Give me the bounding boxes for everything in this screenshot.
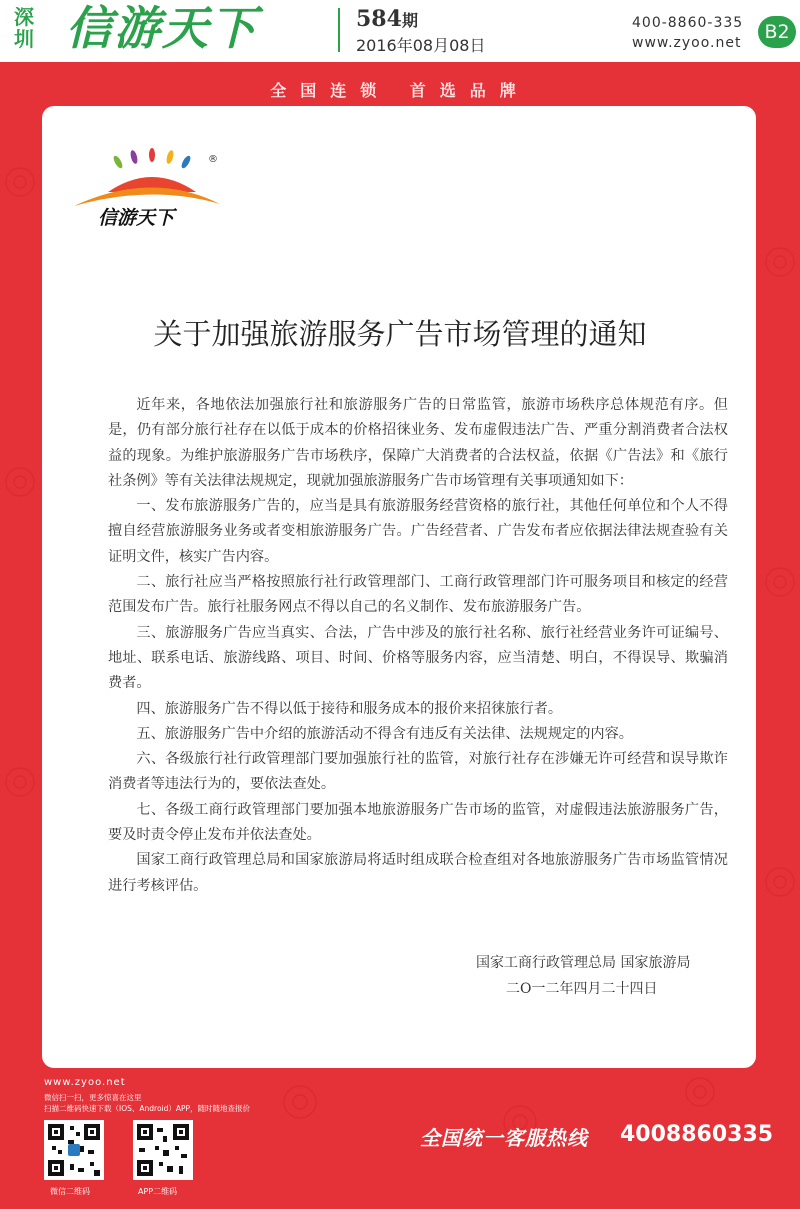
page-badge: B2 xyxy=(758,16,796,48)
issue-number xyxy=(356,6,418,32)
wechat-qr-caption: 微信二维码 xyxy=(50,1187,90,1196)
notice-paragraph: 一、发布旅游服务广告的，应当是具有旅游服务经营资格的旅行社，其他任何单位和个人不得擅自经营旅游服务业务或者变相旅游服务广告。广告经营者、广告发布者应依据法律法规查验有关证明文件，核实广告内容。 xyxy=(108,498,728,565)
footer-website[interactable]: www.zyoo.net xyxy=(44,1077,126,1088)
notice-paragraph: 近年来，各地依法加强旅行社和旅游服务广告的日常监管，旅游市场秩序总体规范有序。但是，仍有部分旅行社存在以低于成本的价格招徕业务、发布虚假违法广告、严重分割消费者合法权益的现象。为维护旅游服务广告市场秩序，保障广大消费者的合法权益，依据《广告法》和《旅行社条例》等有关法律法规规定，现就加强旅游服务广告市场管理有关事项通知如下： xyxy=(108,397,728,489)
notice-date: 二O一二年四月二十四日 xyxy=(506,981,658,997)
app-qr-caption: APP二维码 xyxy=(138,1187,178,1196)
header-website[interactable]: www.zyoo.net xyxy=(632,35,742,51)
notice-paragraph: 三、旅游服务广告应当真实、合法，广告中涉及的旅行社名称、旅行社经营业务许可证编号、地址、联系电话、旅游线路、项目、时间、价格等服务内容，应当清楚、明白，不得误导、欺骗消费者。 xyxy=(108,624,728,692)
notice-signature: 国家工商行政管理总局 国家旅游局 xyxy=(476,955,691,971)
footer-app-text: 扫描二维码快速下载（IOS、Android）APP，随时随地查报价 xyxy=(44,1104,251,1113)
wechat-qr-code-icon[interactable] xyxy=(44,1120,104,1180)
logo-registered-mark: ® xyxy=(208,154,218,165)
notice-paragraph: 七、各级工商行政管理部门要加强本地旅游服务广告市场的监管，对虚假违法旅游服务广告，要及时责令停止发布并依法查处。 xyxy=(108,801,728,844)
masthead xyxy=(0,0,800,60)
notice-paragraph: 四、旅游服务广告不得以低于接待和服务成本的报价来招徕旅行者。 xyxy=(136,700,563,717)
slogan: 全国连锁 首选品牌 xyxy=(270,81,530,100)
notice-paragraph: 五、旅游服务广告中介绍的旅游活动不得含有违反有关法律、法规规定的内容。 xyxy=(136,725,633,742)
hotline-number[interactable]: 4008860335 xyxy=(620,1122,774,1147)
app-qr-code-icon[interactable] xyxy=(133,1120,193,1180)
brand-logo xyxy=(68,148,228,228)
notice-paragraph: 国家工商行政管理总局和国家旅游局将适时组成联合检查组对各地旅游服务广告市场监管情况进行考核评估。 xyxy=(108,852,728,894)
issue-number-value: 584 xyxy=(356,6,402,32)
notice-paragraph: 六、各级旅行社行政管理部门要加强旅行社的监管，对旅行社存在涉嫌无许可经营和误导欺诈消费者等违法行为的，要依法查处。 xyxy=(108,751,728,793)
hotline-label: 全国统一客服热线 xyxy=(420,1126,588,1150)
brand-title: 信游天下 xyxy=(66,1,258,55)
header-phone: 400-8860-335 xyxy=(632,15,744,31)
logo-text: 信游天下 xyxy=(98,207,175,228)
footer-wechat-text: 微信扫一扫，更多惊喜在这里 xyxy=(44,1093,142,1102)
logo-arc-icon xyxy=(74,187,220,206)
city-label: 深圳 xyxy=(14,5,34,51)
issue-number-unit: 期 xyxy=(401,11,418,30)
notice-title: 关于加强旅游服务广告市场管理的通知 xyxy=(153,317,647,351)
issue-date: 2016年08月08日 xyxy=(356,36,486,55)
logo-rays-icon xyxy=(112,148,192,170)
header-divider xyxy=(338,8,340,52)
notice-paragraph: 二、旅行社应当严格按照旅行社行政管理部门、工商行政管理部门许可服务项目和核定的经营范围发布广告。旅行社服务网点不得以自己的名义制作、发布旅游服务广告。 xyxy=(108,574,728,616)
notice-body xyxy=(108,393,728,899)
